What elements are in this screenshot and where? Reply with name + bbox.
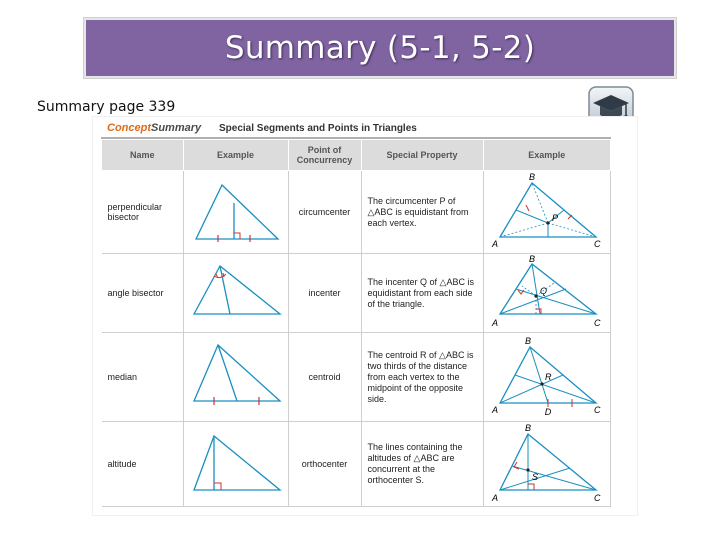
row-name: angle bisector — [102, 254, 184, 333]
example-diagram-perpendicular-bisector — [183, 171, 288, 254]
example-diagram-orthocenter — [483, 422, 611, 507]
example-diagram-centroid — [483, 333, 611, 422]
diagram-label: B — [524, 336, 531, 346]
diagram-label: B — [528, 254, 535, 264]
diagram-label: R — [544, 372, 551, 382]
row-point: centroid — [288, 333, 361, 422]
row-point: circumcenter — [288, 171, 361, 254]
example-diagram-altitude — [183, 422, 288, 507]
diagram-label: A — [491, 318, 498, 328]
diagram-label: C — [593, 405, 600, 415]
concept-summary-brand: ConceptSummary — [107, 122, 202, 134]
diagram-label: Q — [539, 286, 547, 296]
col-header-property: Special Property — [361, 140, 483, 171]
col-header-example-2: Example — [483, 140, 611, 171]
example-diagram-median — [183, 333, 288, 422]
row-property: The incenter Q of △ABC is equidistant from each side of the triangle. — [361, 254, 483, 333]
diagram-label: C — [593, 318, 600, 328]
table-row — [102, 422, 611, 507]
row-property: The lines containing the altitudes of △ABC are concurrent at the orthocenter S. — [361, 422, 483, 507]
diagram-label: P — [551, 213, 558, 223]
row-property: The circumcenter P of △ABC is equidistant from each vertex. — [361, 171, 483, 254]
page-title: Summary (5-1, 5-2) — [224, 30, 536, 66]
col-header-example: Example — [183, 140, 288, 171]
diagram-label: B — [524, 423, 531, 433]
textbook-page — [92, 116, 638, 516]
row-name: median — [102, 333, 184, 422]
diagram-label: C — [593, 239, 600, 249]
row-property: The centroid R of △ABC is two thirds of the distance from each vertex to the midpoint of the opposite side. — [361, 333, 483, 422]
example-diagram-incenter — [483, 254, 611, 333]
diagram-label: A — [491, 405, 498, 415]
diagram-label: C — [593, 493, 600, 503]
example-diagram-circumcenter — [483, 171, 611, 254]
diagram-label: D — [544, 407, 551, 417]
col-header-point: Point of Concurrency — [288, 140, 361, 171]
diagram-label: A — [491, 493, 498, 503]
table-row — [102, 333, 611, 422]
row-point: incenter — [288, 254, 361, 333]
title-bar — [84, 18, 676, 78]
diagram-label: S — [531, 472, 538, 482]
table-row — [102, 254, 611, 333]
row-name: perpendicular bisector — [102, 171, 184, 254]
diagram-label: B — [528, 172, 535, 182]
concept-summary-title: Special Segments and Points in Triangles — [219, 123, 417, 134]
table-row — [102, 171, 611, 254]
summary-table — [101, 139, 611, 507]
row-point: orthocenter — [288, 422, 361, 507]
subtitle: Summary page 339 — [37, 99, 176, 115]
col-header-name: Name — [102, 140, 184, 171]
diagram-label: A — [491, 239, 498, 249]
row-name: altitude — [102, 422, 184, 507]
example-diagram-angle-bisector — [183, 254, 288, 333]
concept-summary-header — [101, 121, 611, 139]
